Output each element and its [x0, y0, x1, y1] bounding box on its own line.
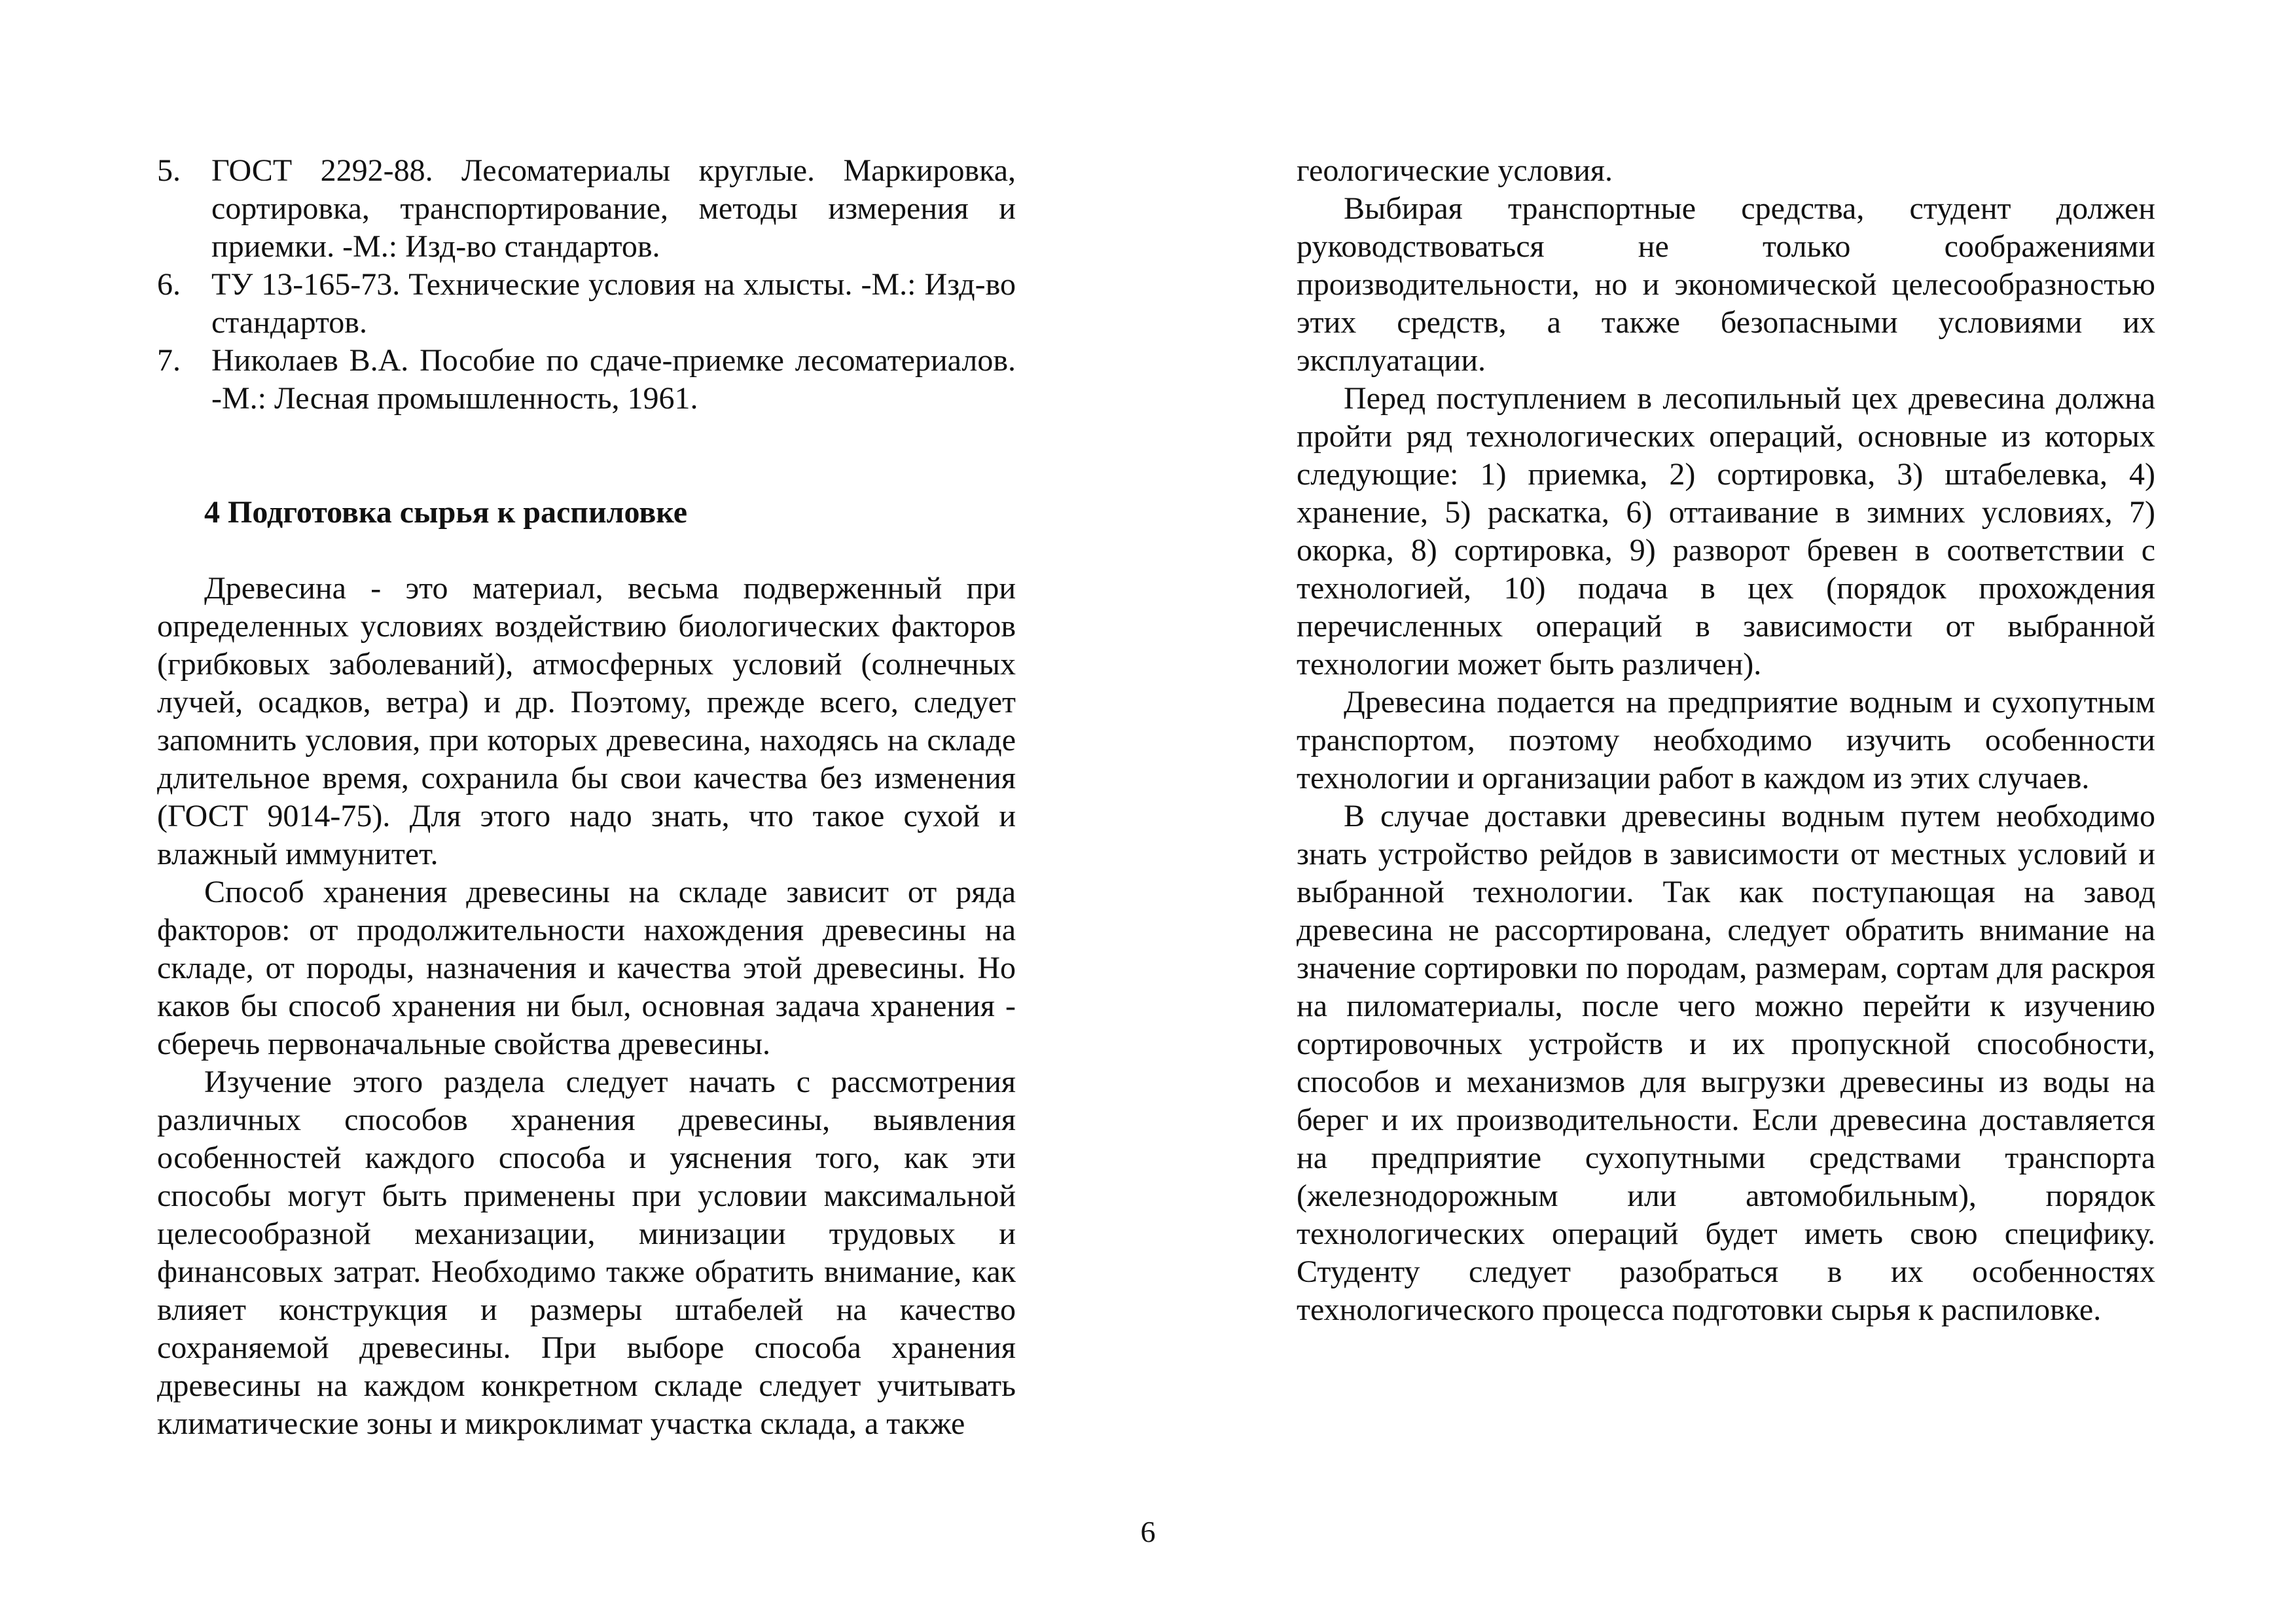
body-paragraph: Изучение этого раздела следует начать с рассмотрения различных способов хранения древесины, выявления особенностей каждого способа и уяснения того, как эти способы могут быть применены при условии максимальной целесообразной механизации, минизации трудовых и финансовых затрат. Необходимо также обратить внимание, как влияет конструкция и размеры штабелей на качество сохраняемой древесины. При выборе способа хранения древесины на каждом конкретном складе следует учитывать климатические зоны и микроклимат участка склада, а также — [157, 1065, 1016, 1441]
reference-number: 5. — [157, 153, 181, 188]
reference-item — [157, 342, 1016, 418]
reference-number: 7. — [157, 343, 181, 378]
body-paragraph: Древесина - это материал, весьма подверженный при определенных условиях воздействию биологических факторов (грибковых заболеваний), атмосферных условий (солнечных лучей, осадков, ветра) и др. Поэтому, прежде всего, следует запомнить условия, при которых древесина, находясь на складе длительное время, сохранила бы свои качества без изменения (ГОСТ 9014-75). Для этого надо знать, что такое сухой и влажный иммунитет. — [157, 571, 1016, 871]
reference-item — [157, 152, 1016, 266]
body-paragraph: В случае доставки древесины водным путем необходимо знать устройство рейдов в зависимости от местных условий и выбранной технологии. Так как поступающая на завод древесина не рассортирована, следует обратить внимание на значение сортировки по породам, размерам, сортам для раскроя на пиломатериалы, после чего можно перейти к изучению сортировочных устройств и их пропускной способности, способов и механизмов для выгрузки древесины из воды на берег и их производительности. Если древесина доставляется на предприятие сухопутными средствами транспорта (железнодорожным или автомобильным), порядок технологических операций будет иметь свою специфику. Студенту следует разобраться в их особенностях технологического процесса подготовки сырья к распиловке. — [1297, 799, 2155, 1327]
reference-list — [157, 152, 1016, 418]
left-column — [157, 152, 1016, 1443]
body-paragraph: Выбирая транспортные средства, студент должен руководствоваться не только соображениями производительности, но и экономической целесообразностью этих средств, а также безопасными условиями их эксплуатации. — [1297, 191, 2155, 378]
reference-text: Николаев В.А. Пособие по сдаче-приемке лесоматериалов. -М.: Лесная промышленность, 1961. — [211, 343, 1016, 416]
section-heading: 4 Подготовка сырья к распиловке — [204, 495, 688, 530]
continued-paragraph: геологические условия. — [1297, 153, 1613, 188]
page-number: 6 — [1140, 1515, 1156, 1548]
reference-item — [157, 266, 1016, 342]
reference-text: ТУ 13-165-73. Технические условия на хлысты. -М.: Изд-во стандартов. — [211, 267, 1016, 340]
body-paragraph: Способ хранения древесины на складе зависит от ряда факторов: от продолжительности нахождения древесины на складе, от породы, назначения и качества этой древесины. Но каков бы способ хранения ни был, основная задача хранения - сберечь первоначальные свойства древесины. — [157, 875, 1016, 1061]
body-paragraph: Перед поступлением в лесопильный цех древесина должна пройти ряд технологических операций, основные из которых следующие: 1) приемка, 2) сортировка, 3) штабелевка, 4) хранение, 5) раскатка, 6) оттаивание в зимних условиях, 7) окорка, 8) сортировка, 9) разворот бревен в соответствии с технологией, 10) подача в цех (порядок прохождения перечисленных операций в зависимости от выбранной технологии может быть различен). — [1297, 381, 2155, 682]
right-column — [1297, 152, 2155, 1329]
reference-number: 6. — [157, 267, 181, 302]
body-paragraph: Древесина подается на предприятие водным и сухопутным транспортом, поэтому необходимо изучить особенности технологии и организации работ в каждом из этих случаев. — [1297, 685, 2155, 795]
reference-text: ГОСТ 2292-88. Лесоматериалы круглые. Маркировка, сортировка, транспортирование, методы измерения и приемки. -М.: Изд-во стандартов. — [211, 153, 1016, 264]
